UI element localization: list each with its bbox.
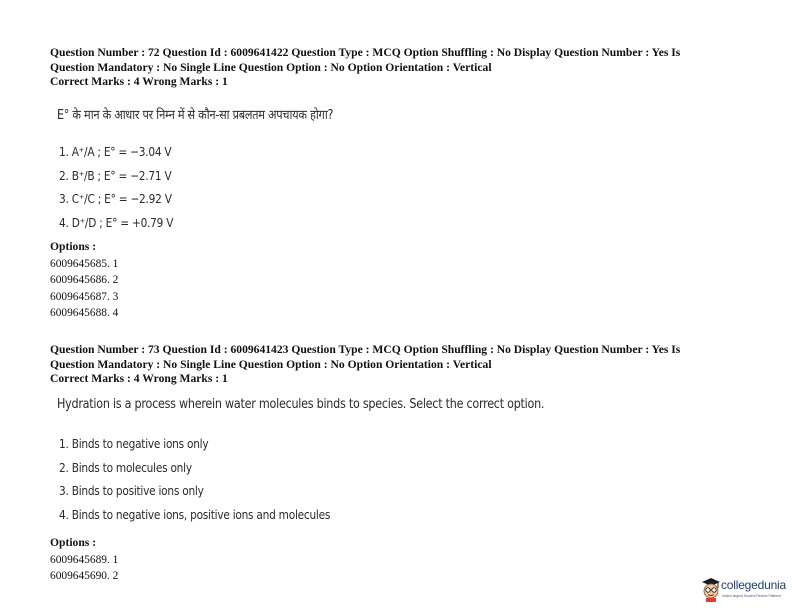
brand-tagline: India's largest Student Review Platform xyxy=(722,594,782,598)
answer-choices xyxy=(59,432,382,526)
brand-name: collegedunia xyxy=(721,578,786,592)
options-label: Options : xyxy=(50,536,97,549)
option-id: 6009645687. 3 xyxy=(50,290,119,303)
option-id: 6009645689. 1 xyxy=(50,554,119,566)
option-id: 6009645685. 1 xyxy=(50,258,119,270)
answer-choice: 4. Binds to negative ions, positive ions and molecules xyxy=(59,506,331,522)
option-id: 6009645688. 4 xyxy=(50,306,119,319)
answer-choice: 2. B⁺/B ; E° = −2.71 V xyxy=(59,167,172,183)
answer-choice: 3. C⁺/C ; E° = −2.92 V xyxy=(59,191,172,206)
option-id-list xyxy=(50,256,118,321)
answer-choice: 1. A⁺/A ; E° = −3.04 V xyxy=(59,144,172,159)
meta-line: Question Mandatory : No Single Line Question Option : No Option Orientation : Vertical xyxy=(50,357,492,371)
option-id: 6009645690. 2 xyxy=(50,570,119,583)
answer-choice: 1. Binds to negative ions only xyxy=(59,436,209,451)
options-label: Options : xyxy=(50,240,97,253)
answer-choice: 3. Binds to positive ions only xyxy=(59,483,204,498)
collegedunia-logo xyxy=(700,576,790,606)
meta-line: Question Mandatory : No Single Line Question Option : No Option Orientation : Vertical xyxy=(50,60,492,74)
question-stem: E° के मान के आधार पर निम्न में से कौन-सा प्रबलतम अपचायक होगा? xyxy=(57,108,334,123)
graduate-mascot-icon xyxy=(700,576,722,602)
question-meta xyxy=(50,343,750,387)
marks-line: Correct Marks : 4 Wrong Marks : 1 xyxy=(50,75,228,88)
meta-line: Question Number : 72 Question Id : 6009641422 Question Type : MCQ Option Shuffling : No Display Question Number : Yes Is xyxy=(50,46,681,59)
option-id: 6009645686. 2 xyxy=(50,274,119,287)
question-stem: Hydration is a process wherein water molecules binds to species. Select the correct option. xyxy=(57,397,545,412)
answer-choice: 2. Binds to molecules only xyxy=(59,459,192,475)
question-meta xyxy=(50,46,750,90)
answer-choice: 4. D⁺/D ; E° = +0.79 V xyxy=(59,214,174,230)
option-id-list xyxy=(50,552,118,585)
marks-line: Correct Marks : 4 Wrong Marks : 1 xyxy=(50,372,228,385)
answer-choices xyxy=(59,140,195,234)
meta-line: Question Number : 73 Question Id : 6009641423 Question Type : MCQ Option Shuffling : No Display Question Number : Yes Is xyxy=(50,343,681,356)
